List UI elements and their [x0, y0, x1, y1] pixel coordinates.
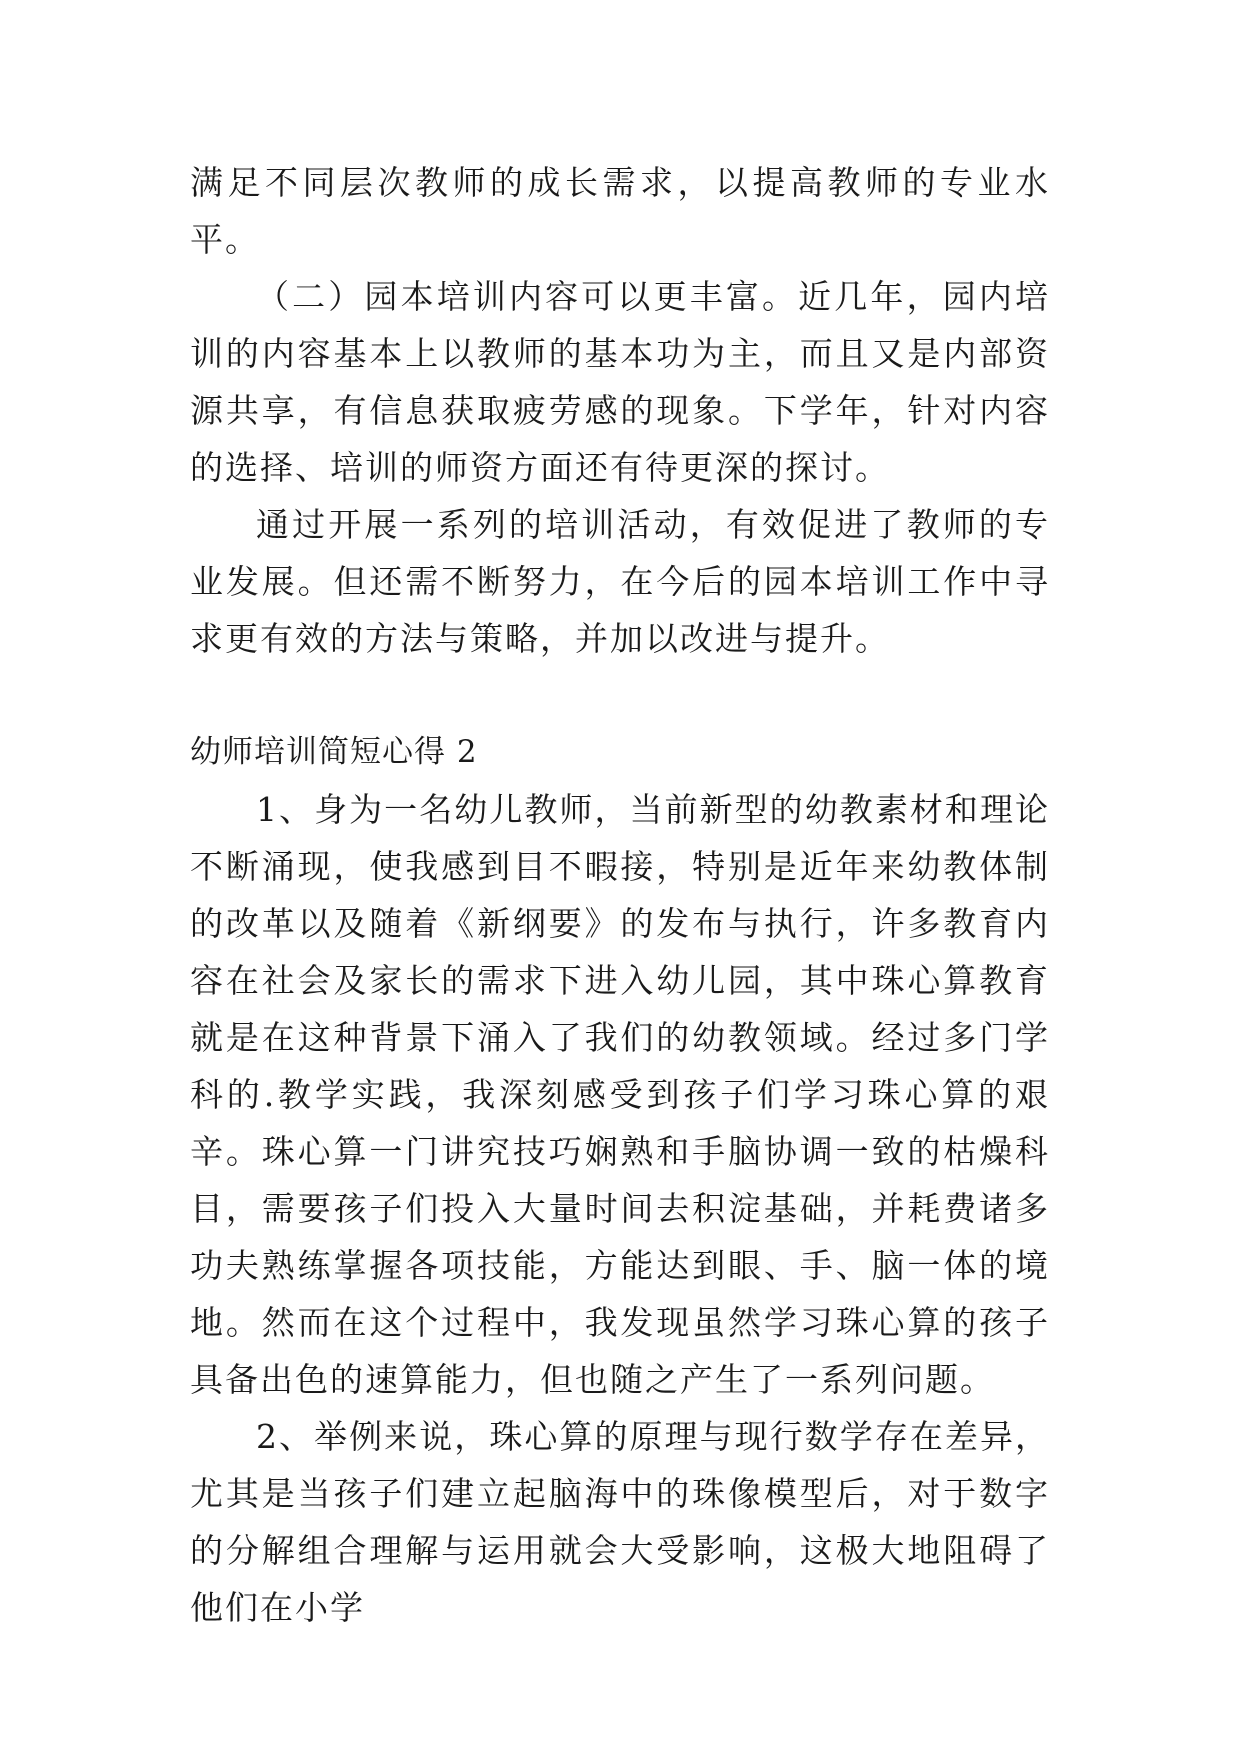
paragraph-continuation: 满足不同层次教师的成长需求，以提高教师的专业水平。	[190, 163, 1050, 259]
paragraph-content-enrichment: （二）园本培训内容可以更丰富。近几年，园内培训的内容基本上以教师的基本功为主，而且又是内部资源共享，有信息获取疲劳感的现象。下学年，针对内容的选择、培训的师资方面还有待更深的探讨。	[190, 277, 1050, 487]
paragraph-conclusion: 通过开展一系列的培训活动，有效促进了教师的专业发展。但还需不断努力，在今后的园本培训工作中寻求更有效的方法与策略，并加以改进与提升。	[190, 505, 1050, 658]
paragraph-point-2: 2、举例来说，珠心算的原理与现行数学存在差异，尤其是当孩子们建立起脑海中的珠像模型后，对于数字的分解组合理解与运用就会大受影响，这极大地阻碍了他们在小学	[190, 1417, 1050, 1627]
document-body	[190, 154, 1050, 1636]
paragraph-point-1: 1、身为一名幼儿教师，当前新型的幼教素材和理论不断涌现，使我感到目不暇接，特别是近年来幼教体制的改革以及随着《新纲要》的发布与执行，许多教育内容在社会及家长的需求下进入幼儿园，其中珠心算教育就是在这种背景下涌入了我们的幼教领域。经过多门学科的.教学实践，我深刻感受到孩子们学习珠心算的艰辛。珠心算一门讲究技巧娴熟和手脑协调一致的枯燥科目，需要孩子们投入大量时间去积淀基础，并耗费诸多功夫熟练掌握各项技能，方能达到眼、手、脑一体的境地。然而在这个过程中，我发现虽然学习珠心算的孩子具备出色的速算能力，但也随之产生了一系列问题。	[190, 790, 1050, 1399]
section-title: 幼师培训简短心得 2	[190, 734, 478, 770]
